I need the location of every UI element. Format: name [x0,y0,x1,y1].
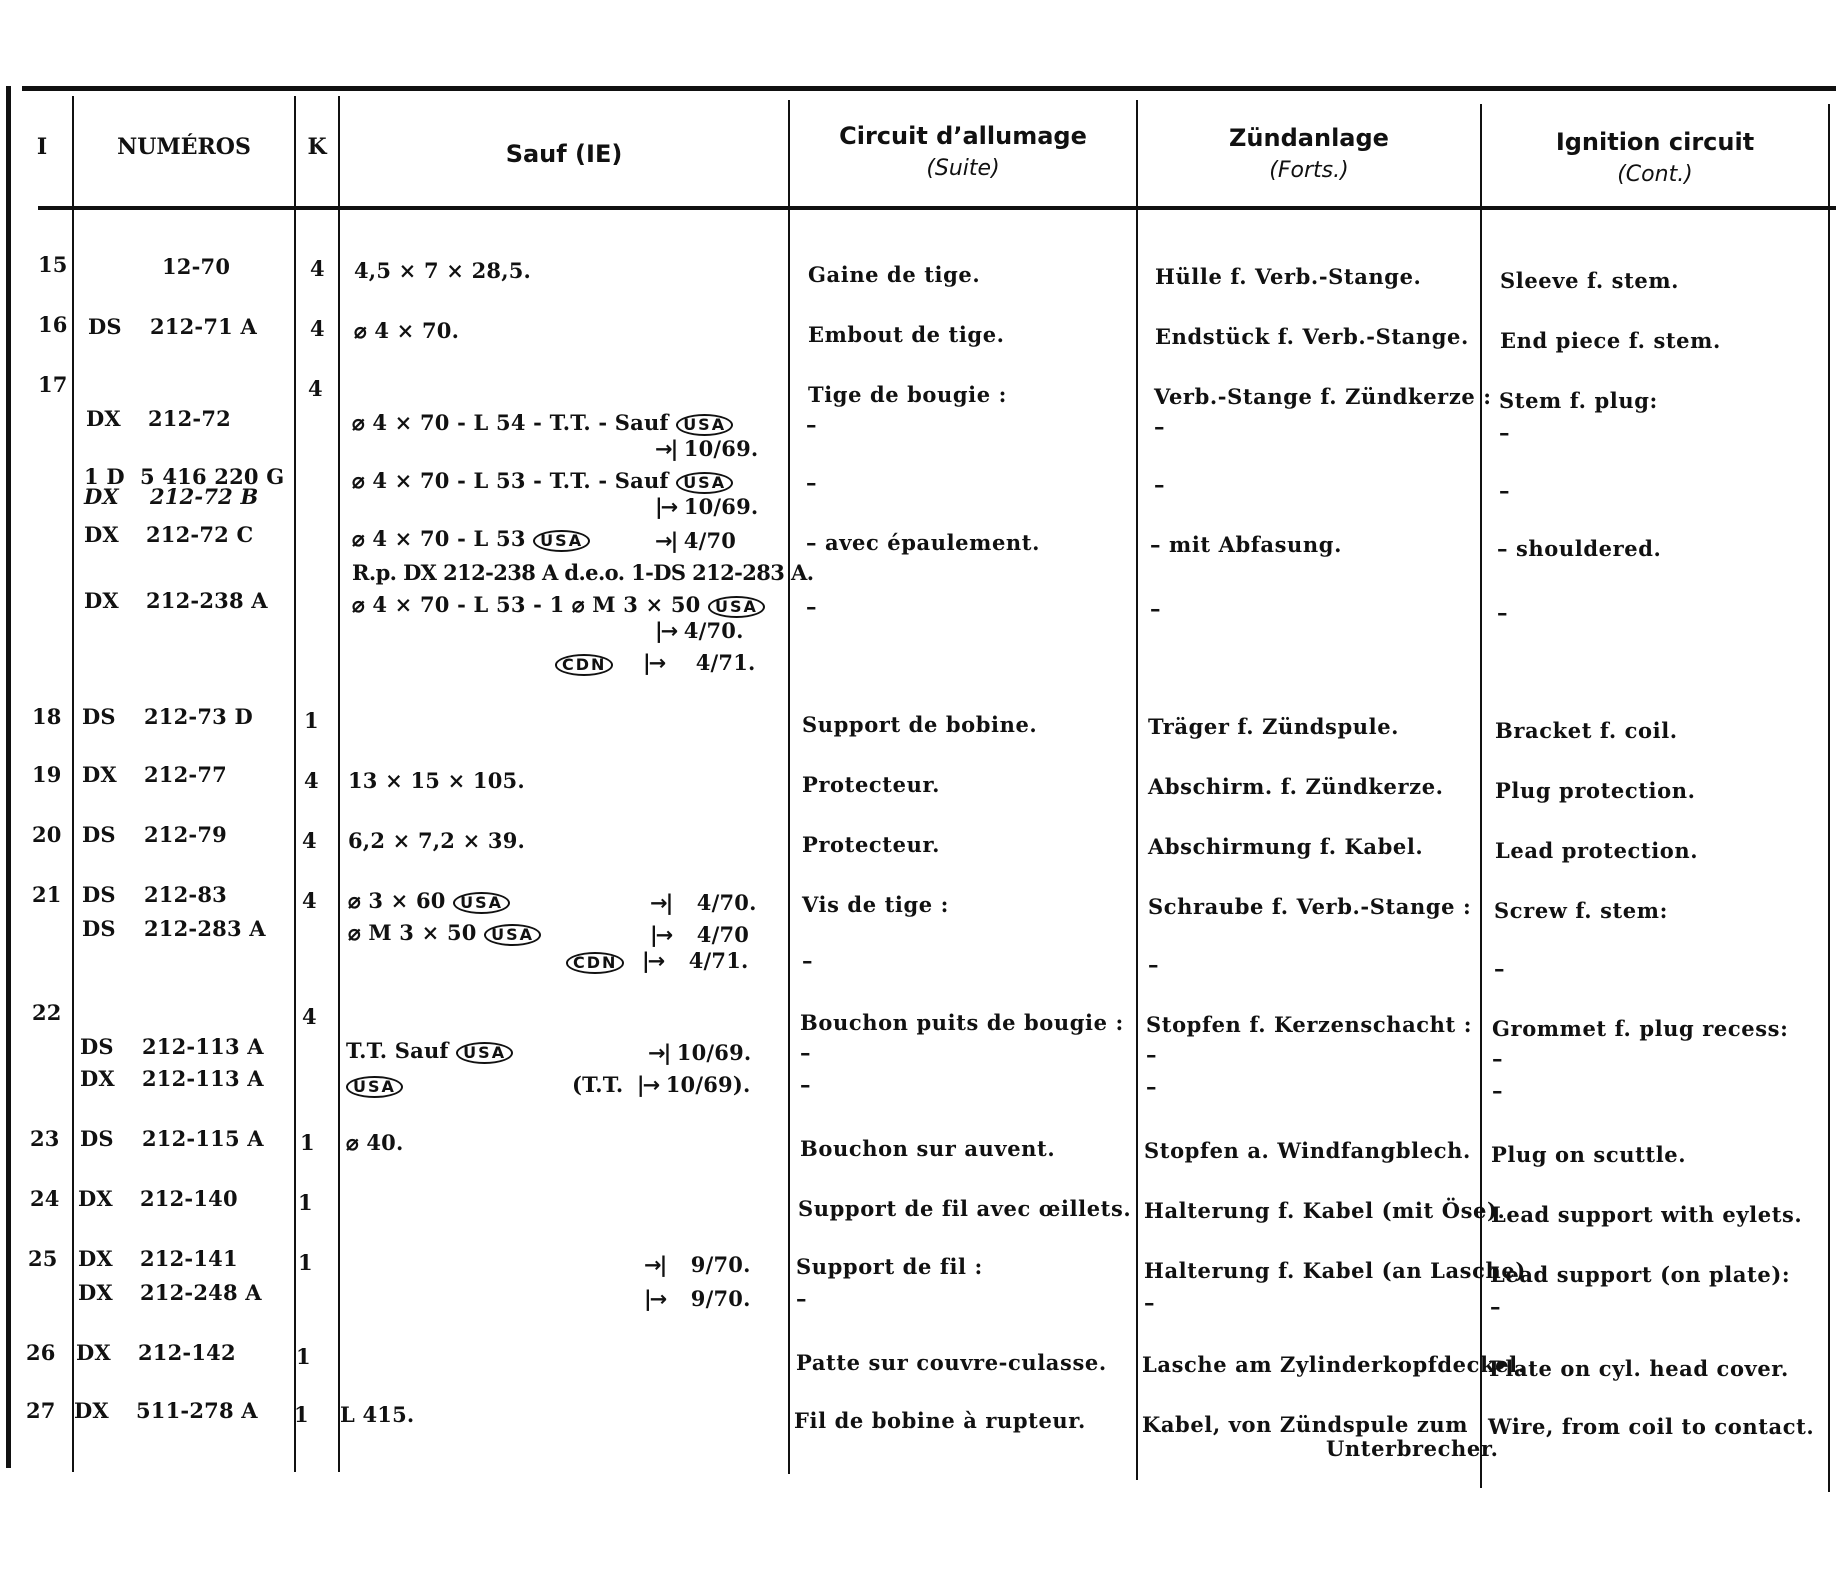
row-17a-date-text: 10/69. [683,436,759,461]
row-17-de: Verb.-Stange f. Zündkerze : [1154,384,1492,409]
header-col-sauf: Sauf (IE) [505,140,623,168]
row-20-de: Abschirmung f. Kabel. [1148,834,1424,859]
col-divider-2 [294,96,296,1472]
row-22b-mid: (T.T. [572,1072,624,1097]
row-15-fr: Gaine de tige. [808,262,981,287]
row-26-fr: Patte sur couvre-culasse. [796,1350,1107,1375]
row-22b-date [572,1072,750,1097]
row-25b-ref: 212-248 A [140,1280,262,1305]
row-17a-date [655,436,758,461]
header-col-en [1482,128,1828,187]
header-de-title: Zündanlage [1229,124,1389,152]
row-25b-en: – [1490,1294,1502,1319]
row-27-de: Kabel, von Zündspule zum [1142,1412,1469,1437]
usa-badge-icon: USA [676,414,733,436]
arrow-from-icon: |→ [636,1073,659,1097]
header-col-numeros: NUMÉROS [117,134,251,160]
row-27-prefix: DX [74,1398,109,1423]
row-17c-note: R.p. DX 212-238 A d.e.o. 1-DS 212-283 A. [352,560,814,585]
col-divider-5 [1136,100,1138,1480]
row-25b-de: – [1144,1290,1156,1315]
usa-badge-icon: USA [708,596,765,618]
row-22b-ref: 212-113 A [142,1066,264,1091]
row-21b-ref: 212-283 A [144,916,266,941]
row-19-sauf: 13 × 15 × 105. [348,768,525,793]
row-20-sauf: 6,2 × 7,2 × 39. [348,828,526,853]
row-21b-prefix: DS [82,916,116,941]
row-17d-date-2 [555,650,756,676]
row-21-ref: 212-83 [144,882,227,907]
row-27-index: 27 [26,1398,56,1423]
row-20-index: 20 [32,822,62,847]
row-22a-date-text: 10/69. [676,1040,752,1065]
row-17d-sauf-text: ⌀ 4 × 70 - L 53 - 1 ⌀ M 3 × 50 [352,592,701,617]
row-16-en: End piece f. stem. [1500,328,1721,353]
row-22-de: Stopfen f. Kerzenschacht : [1146,1012,1473,1037]
row-26-de: Lasche am Zylinderkopfdeckel. [1142,1352,1526,1377]
arrow-to-icon: →| [655,529,677,553]
row-16-sauf: ⌀ 4 × 70. [354,318,460,343]
row-15-ref: 12-70 [162,254,231,279]
row-21b-date [650,922,749,947]
row-17d-date-2-text: 4/71. [695,650,756,675]
row-21-k: 4 [302,888,317,913]
row-17a-ref: 212-72 [148,406,231,431]
row-19-en: Plug protection. [1495,778,1696,803]
row-23-index: 23 [30,1126,60,1151]
usa-badge-icon: USA [453,892,510,914]
row-17b-ref: 5 416 220 G [140,464,285,489]
row-23-en: Plug on scuttle. [1491,1142,1687,1167]
row-21b-sauf-text: ⌀ M 3 × 50 [348,920,477,945]
row-17b-date-text: 10/69. [683,494,759,519]
row-17-index: 17 [38,372,68,397]
top-rule [22,86,1836,91]
row-21-date-text: 4/70. [696,890,757,915]
row-23-prefix: DS [80,1126,114,1151]
row-20-prefix: DS [82,822,116,847]
arrow-to-icon: →| [655,437,677,461]
row-22b-sauf [346,1072,403,1098]
row-22a-de: – [1146,1042,1158,1067]
row-26-k: 1 [296,1344,311,1369]
row-25b-fr: – [796,1286,808,1311]
row-19-index: 19 [32,762,62,787]
row-17c-fr: – avec épaulement. [806,530,1040,555]
row-22-fr: Bouchon puits de bougie : [800,1010,1124,1035]
row-17c-prefix: DX [84,522,119,547]
header-col-de [1138,124,1480,183]
arrow-to-icon: →| [644,1253,666,1277]
row-17c-en: – shouldered. [1497,536,1662,561]
header-col-i: I [36,134,48,160]
row-22a-date [648,1040,751,1065]
row-24-prefix: DX [78,1186,113,1211]
row-18-fr: Support de bobine. [802,712,1038,737]
usa-badge-icon: USA [484,924,541,946]
row-20-k: 4 [302,828,317,853]
row-17b-fr: – [806,470,818,495]
row-17-en: Stem f. plug: [1499,388,1658,413]
row-24-en: Lead support with eylets. [1491,1202,1803,1227]
row-21b-date-text: 4/70 [696,922,750,947]
row-22a-en: – [1492,1046,1504,1071]
row-16-fr: Embout de tige. [808,322,1005,347]
row-19-k: 4 [304,768,319,793]
row-15-k: 4 [310,256,325,281]
row-17c-sauf-text: ⌀ 4 × 70 - L 53 [352,526,526,551]
row-26-index: 26 [26,1340,56,1365]
row-19-prefix: DX [82,762,117,787]
arrow-from-icon: |→ [655,619,677,643]
row-17a-prefix: DX [86,406,121,431]
row-21-de: Schraube f. Verb.-Stange : [1148,894,1472,919]
row-25-ref: 212-141 [140,1246,238,1271]
row-16-index: 16 [38,312,68,337]
row-17b-prefix: 1 D [84,464,125,489]
header-fr-subtitle: (Suite) [926,156,1000,181]
row-17d-en: – [1497,600,1509,625]
row-27-en: Wire, from coil to contact. [1488,1414,1815,1439]
row-23-sauf: ⌀ 40. [346,1130,404,1155]
row-15-en: Sleeve f. stem. [1500,268,1680,293]
row-27-sauf: L 415. [340,1402,415,1427]
row-17b-ref-2: 212-72 B [150,484,259,509]
row-25-fr: Support de fil : [796,1254,983,1279]
row-22b-en: – [1492,1078,1504,1103]
row-18-de: Träger f. Zündspule. [1148,714,1400,739]
row-22-index: 22 [32,1000,62,1025]
row-16-de: Endstück f. Verb.-Stange. [1155,324,1469,349]
row-21-fr: Vis de tige : [802,892,949,917]
row-17d-date-text: 4/70. [683,618,744,643]
cdn-badge-icon: CDN [555,654,613,676]
row-17c-date-text: 4/70 [683,528,737,553]
row-17-k: 4 [308,376,323,401]
row-22-en: Grommet f. plug recess: [1492,1016,1789,1041]
row-20-fr: Protecteur. [802,832,941,857]
row-24-fr: Support de fil avec œillets. [798,1196,1132,1221]
row-18-index: 18 [32,704,62,729]
row-17b-prefix-2: DX [84,484,119,509]
left-border [6,86,11,1468]
row-17c-ref: 212-72 C [146,522,254,547]
row-22a-sauf-text: T.T. Sauf [346,1038,449,1063]
row-22b-prefix: DX [80,1066,115,1091]
row-21-sauf [348,888,510,914]
row-15-index: 15 [38,252,68,277]
row-21-date [650,890,757,915]
row-23-fr: Bouchon sur auvent. [800,1136,1056,1161]
row-25-en: Lead support (on plate): [1490,1262,1791,1287]
row-17a-fr: – [806,412,818,437]
arrow-to-icon: →| [650,891,672,915]
row-17b-date [655,494,758,519]
col-divider-7 [1828,104,1830,1492]
row-25-prefix: DX [78,1246,113,1271]
row-17b-de: – [1154,472,1166,497]
row-27-de-2: Unterbrecher. [1326,1436,1499,1461]
row-26-prefix: DX [76,1340,111,1365]
arrow-from-icon: |→ [655,495,677,519]
row-25-date-text: 9/70. [690,1252,751,1277]
row-21b-en: – [1494,956,1506,981]
row-20-en: Lead protection. [1495,838,1699,863]
header-de-subtitle: (Forts.) [1269,158,1349,183]
header-col-fr [790,122,1136,181]
row-19-fr: Protecteur. [802,772,941,797]
row-17d-ref: 212-238 A [146,588,268,613]
row-22a-sauf [346,1038,513,1064]
row-24-de: Halterung f. Kabel (mit Öse). [1144,1198,1506,1223]
usa-badge-icon: USA [346,1076,403,1098]
row-17d-date [655,618,744,643]
row-21b-date-2-text: 4/71. [688,948,749,973]
row-18-prefix: DS [82,704,116,729]
arrow-from-icon: |→ [650,923,672,947]
row-17d-fr: – [806,594,818,619]
row-25-index: 25 [28,1246,58,1271]
row-18-k: 1 [304,708,319,733]
arrow-from-icon: |→ [644,1287,666,1311]
row-21b-de: – [1148,952,1160,977]
row-17c-date [655,528,736,553]
row-22a-fr: – [800,1040,812,1065]
usa-badge-icon: USA [456,1042,513,1064]
row-15-de: Hülle f. Verb.-Stange. [1155,264,1422,289]
row-21b-date-2 [566,948,749,974]
row-24-index: 24 [30,1186,60,1211]
row-16-prefix: DS [88,314,122,339]
row-22a-prefix: DS [80,1034,114,1059]
row-23-k: 1 [300,1130,315,1155]
row-23-de: Stopfen a. Windfangblech. [1144,1138,1471,1163]
row-21b-sauf [348,920,541,946]
header-col-k: K [307,134,327,160]
row-21-prefix: DS [82,882,116,907]
row-23-ref: 212-115 A [142,1126,264,1151]
row-19-de: Abschirm. f. Zündkerze. [1148,774,1444,799]
row-27-fr: Fil de bobine à rupteur. [794,1408,1086,1433]
row-18-ref: 212-73 D [144,704,253,729]
row-24-k: 1 [298,1190,313,1215]
row-25-de: Halterung f. Kabel (an Lasche) [1144,1258,1526,1283]
row-22b-de: – [1146,1074,1158,1099]
header-fr-title: Circuit d’allumage [839,122,1087,150]
row-25-k: 1 [298,1250,313,1275]
row-22b-fr: – [800,1072,812,1097]
row-17d-sauf [352,592,765,618]
row-17c-sauf [352,526,590,552]
usa-badge-icon: USA [533,530,590,552]
row-22a-ref: 212-113 A [142,1034,264,1059]
row-18-en: Bracket f. coil. [1495,718,1678,743]
row-17a-de: – [1154,414,1166,439]
row-22b-date-text: 10/69). [665,1072,751,1097]
row-25b-date [644,1286,751,1311]
row-15-sauf: 4,5 × 7 × 28,5. [354,258,532,283]
row-17a-sauf [352,410,733,436]
header-bottom-rule [38,206,1836,210]
row-17c-de: – mit Abfasung. [1150,532,1342,557]
row-19-ref: 212-77 [144,762,227,787]
row-24-ref: 212-140 [140,1186,238,1211]
cdn-badge-icon: CDN [566,952,624,974]
usa-badge-icon: USA [676,472,733,494]
row-27-k: 1 [294,1402,309,1427]
row-20-ref: 212-79 [144,822,227,847]
row-16-ref: 212-71 A [150,314,257,339]
row-21-en: Screw f. stem: [1494,898,1668,923]
header-en-title: Ignition circuit [1555,128,1755,156]
row-17d-de: – [1150,596,1162,621]
row-25b-date-text: 9/70. [690,1286,751,1311]
row-17d-prefix: DX [84,588,119,613]
row-16-k: 4 [310,316,325,341]
row-26-ref: 212-142 [138,1340,236,1365]
row-17-fr: Tige de bougie : [808,382,1007,407]
col-divider-4 [788,100,790,1474]
row-21b-fr: – [802,948,814,973]
header-en-subtitle: (Cont.) [1617,162,1693,187]
row-21-sauf-text: ⌀ 3 × 60 [348,888,446,913]
row-21-index: 21 [32,882,62,907]
arrow-to-icon: →| [648,1041,670,1065]
row-27-ref: 511-278 A [136,1398,258,1423]
row-26-en: Plate on cyl. head cover. [1489,1356,1789,1381]
arrow-from-icon: |→ [642,651,665,675]
col-divider-1 [72,96,74,1472]
col-divider-3 [338,96,340,1472]
row-17a-sauf-text: ⌀ 4 × 70 - L 54 - T.T. - Sauf [352,410,669,435]
row-17b-sauf-text: ⌀ 4 × 70 - L 53 - T.T. - Sauf [352,468,669,493]
row-17b-sauf [352,468,733,494]
row-25-date [644,1252,751,1277]
arrow-from-icon: |→ [641,949,664,973]
row-17b-en: – [1499,478,1511,503]
row-25b-prefix: DX [78,1280,113,1305]
row-17a-en: – [1499,420,1511,445]
row-22-k: 4 [302,1004,317,1029]
